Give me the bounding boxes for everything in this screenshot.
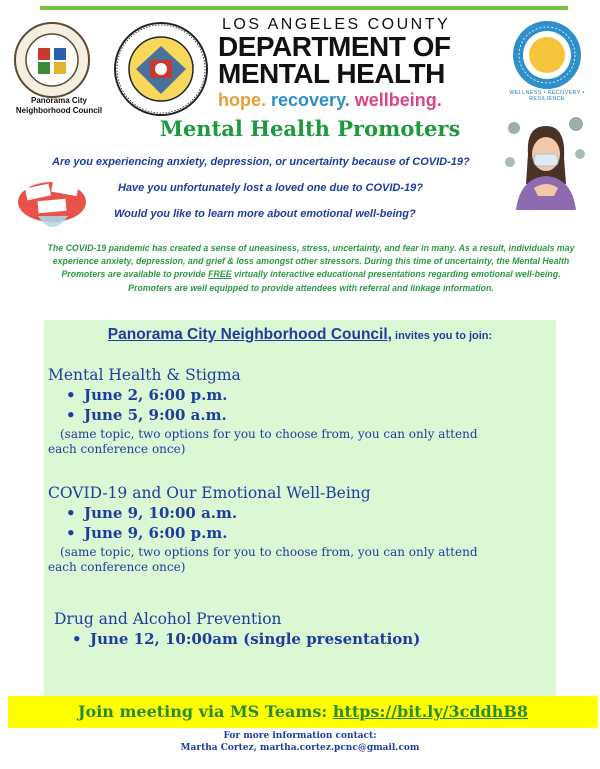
- teams-link[interactable]: https://bit.ly/3cddhB8: [332, 702, 529, 721]
- invite-heading: [44, 326, 556, 344]
- dept-tagline: hope. recovery. wellbeing.: [218, 90, 442, 110]
- session-mental-health-stigma: [48, 366, 548, 457]
- department-wordmark: [218, 16, 488, 111]
- free-emphasis: FREE: [208, 269, 232, 280]
- event-panel: [44, 320, 556, 696]
- wellness-recovery-logo: [512, 20, 582, 90]
- intro-paragraph: The COVID-19 pandemic has created a sense of uneasiness, stress, uncertainty, and fear in many. As a result, individuals may experience anxiety, depression, and grief & loss amongst other stressors. During this time of uncertainty, the Mental Health Promoters are available to provide FREE virtually interactive educational presentations regarding emotional well-being. Promoters are well equipped to provide attendees with referral and linkage information.: [47, 243, 575, 293]
- question-1: Are you experiencing anxiety, depression, or uncertainty because of COVID-19?: [52, 156, 470, 168]
- session-date: • June 9, 6:00 p.m.: [48, 524, 548, 542]
- pcnc-name: Panorama City Neighborhood Council: [15, 96, 103, 115]
- session-title: Mental Health & Stigma: [48, 366, 241, 384]
- invite-org: Panorama City Neighborhood Council,: [107, 326, 392, 343]
- session-drug-alcohol: [54, 610, 544, 648]
- session-title: COVID-19 and Our Emotional Well-Being: [48, 484, 371, 502]
- question-3: Would you like to learn more about emotional well-being?: [114, 208, 416, 220]
- top-divider-bar: [40, 6, 568, 10]
- woman-mask-illustration: [502, 114, 588, 210]
- page-title: Mental Health Promoters: [159, 116, 461, 141]
- session-date: • June 2, 6:00 p.m.: [48, 386, 548, 404]
- contact-person: Martha Cortez, martha.cortez.pcnc@gmail.com: [180, 743, 420, 753]
- join-label: Join meeting via MS Teams:: [77, 702, 333, 721]
- join-banner: [8, 696, 598, 728]
- contact-heading: For more information contact:: [223, 731, 377, 741]
- stress-papers-illustration: [8, 172, 94, 238]
- contact-info: [0, 730, 600, 754]
- la-county-seal-logo: [114, 22, 208, 116]
- question-2: Have you unfortunately lost a loved one due to COVID-19?: [118, 182, 423, 194]
- session-date: • June 12, 10:00am (single presentation): [54, 630, 544, 648]
- invite-text: invites you to join:: [391, 330, 493, 342]
- dept-line1: DEPARTMENT OF: [218, 31, 451, 62]
- dept-line2: MENTAL HEALTH: [218, 58, 445, 89]
- dept-county: LOS ANGELES COUNTY: [222, 16, 451, 33]
- session-note: (same topic, two options for you to choose from, you can only attend each conference once): [48, 545, 478, 574]
- session-covid-wellbeing: [48, 484, 548, 575]
- session-date: • June 5, 9:00 a.m.: [48, 406, 548, 424]
- session-title: Drug and Alcohol Prevention: [54, 610, 282, 628]
- session-note: (same topic, two options for you to choose from, you can only attend each conference once): [48, 427, 478, 456]
- session-date: • June 9, 10:00 a.m.: [48, 504, 548, 522]
- panorama-city-seal-logo: [14, 22, 90, 98]
- wellness-recovery-text: WELLNESS • RECOVERY • RESILIENCE: [509, 90, 585, 102]
